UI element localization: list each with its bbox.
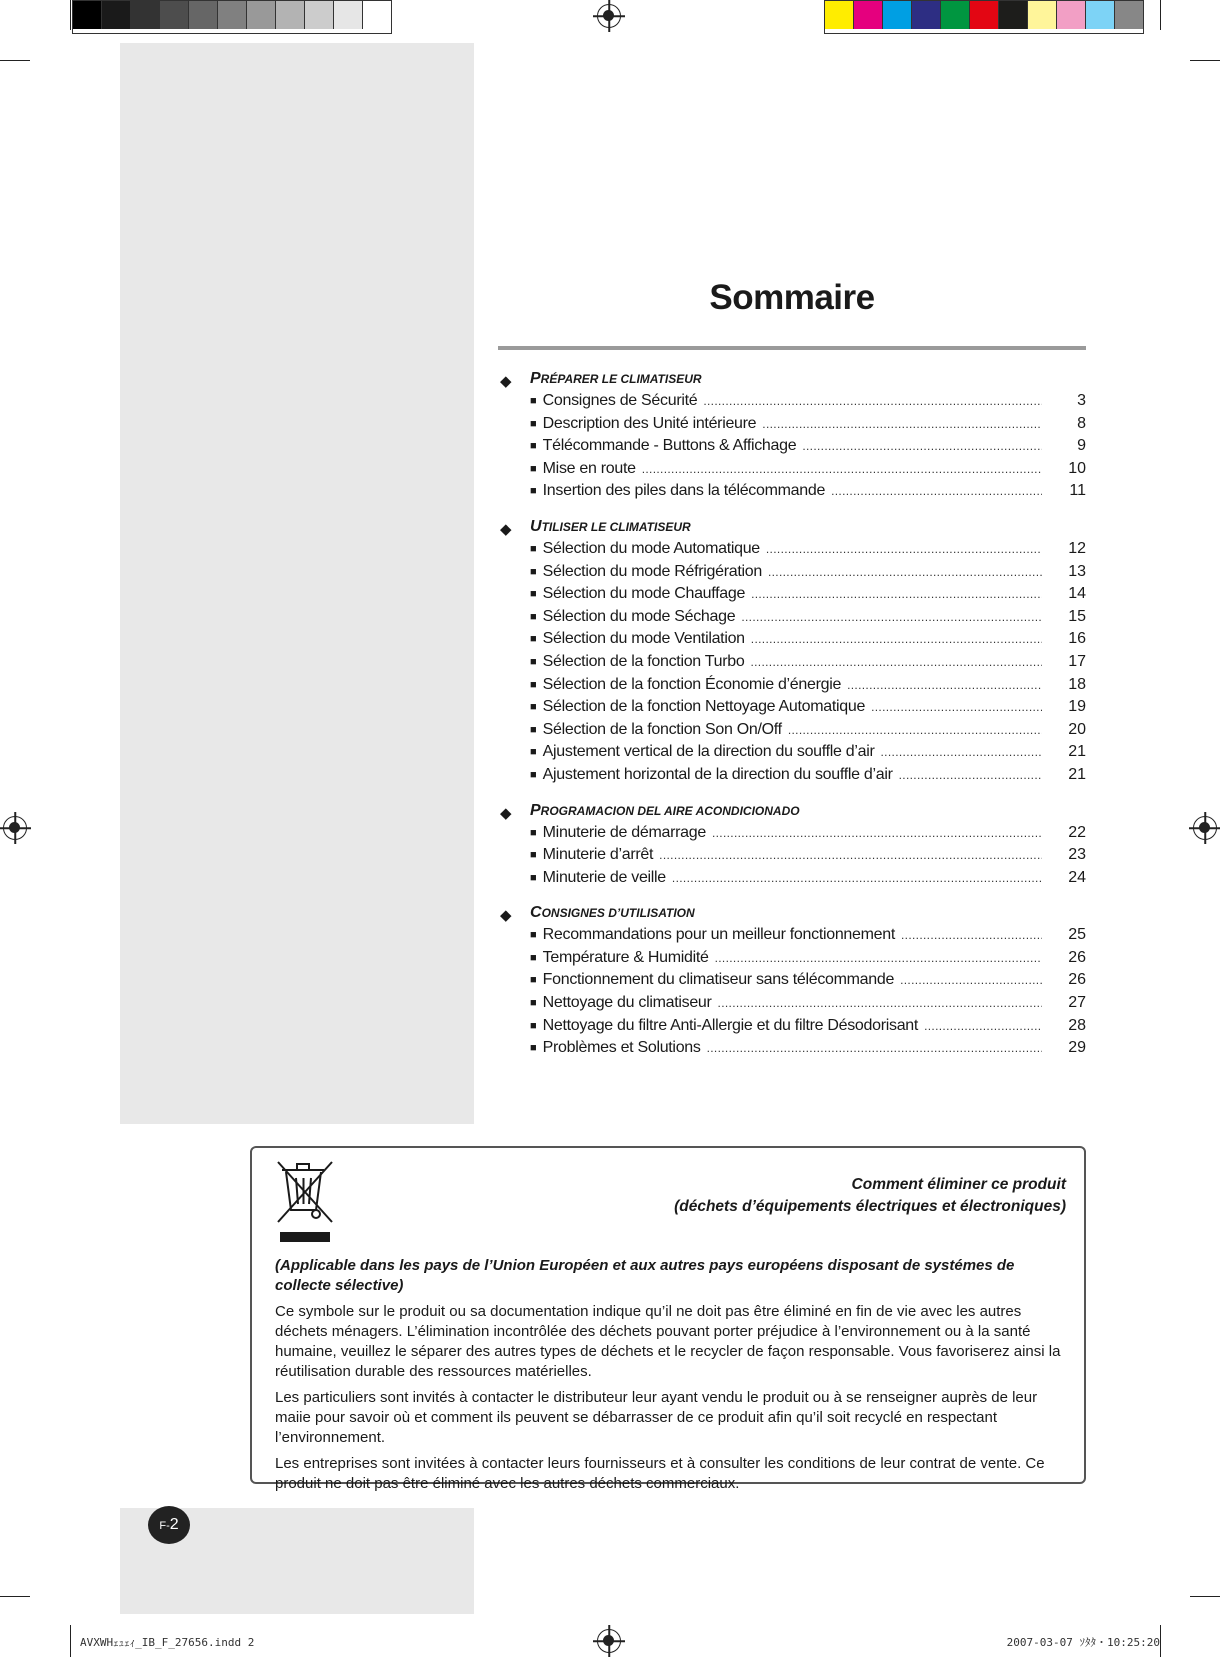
square-bullet-icon: ■: [530, 974, 537, 987]
toc-entry-label: Sélection du mode Ventilation: [542, 630, 745, 648]
square-bullet-icon: ■: [530, 588, 537, 601]
color-swatch: [883, 1, 912, 29]
toc-entry[interactable]: [498, 698, 1086, 721]
toc-entry[interactable]: [498, 1039, 1086, 1062]
dot-leader: [768, 565, 1042, 579]
toc-entry[interactable]: [498, 585, 1086, 608]
toc-section-title: TILISER LE CLIMATISEUR: [541, 519, 691, 534]
toc-entry[interactable]: [498, 392, 1086, 415]
dot-leader: [642, 462, 1042, 476]
toc-entry-page: 26: [1068, 971, 1086, 989]
dot-leader: [659, 848, 1042, 862]
toc-entry-label: Sélection de la fonction Économie d’énergie: [542, 675, 842, 693]
toc-entry-label: Sélection du mode Séchage: [542, 607, 736, 625]
file-slug: AVXWHｪｭｪｨ_IB_F_27656.indd 2: [80, 1636, 255, 1649]
toc-section-heading: [498, 802, 1086, 824]
toc-entry[interactable]: [498, 608, 1086, 631]
registration-mark-icon: [1193, 816, 1217, 840]
page-title: Sommaire: [709, 278, 875, 317]
crop-mark: [1190, 60, 1220, 61]
toc-entry-page: 27: [1068, 994, 1086, 1012]
toc-entry-page: 26: [1068, 948, 1086, 966]
toc-entry-label: Recommandations pour un meilleur fonctionnement: [542, 926, 895, 944]
toc-entry-label: Sélection de la fonction Nettoyage Automatique: [542, 698, 866, 716]
toc-entry-page: 29: [1068, 1039, 1086, 1057]
toc-section-heading: [498, 370, 1086, 392]
toc-entry[interactable]: [498, 994, 1086, 1017]
toc-entry-label: Sélection du mode Réfrigération: [542, 562, 762, 580]
toc-entry-label: Sélection du mode Chauffage: [542, 585, 746, 603]
dot-leader: [741, 610, 1042, 624]
side-panel: [120, 43, 474, 1124]
dot-leader: [715, 951, 1042, 965]
color-swatch: [970, 1, 999, 29]
dot-leader: [901, 928, 1042, 942]
toc-entry-page: 16: [1068, 630, 1086, 648]
disposal-body: [275, 1256, 1070, 1500]
toc-section-initial: C: [530, 904, 542, 922]
toc-entry[interactable]: [498, 971, 1086, 994]
dot-leader: [672, 871, 1042, 885]
toc-section: [498, 518, 1086, 789]
gray-swatch: [73, 1, 102, 29]
dot-leader: [766, 542, 1042, 556]
toc-entry[interactable]: [498, 846, 1086, 869]
registration-mark-icon: [3, 816, 27, 840]
dot-leader: [847, 678, 1042, 692]
square-bullet-icon: ■: [530, 678, 537, 691]
dot-leader: [899, 768, 1042, 782]
toc-entry-page: 20: [1068, 720, 1086, 738]
toc-entry-page: 22: [1068, 823, 1086, 841]
toc-section-title: ONSIGNES D’UTILISATION: [541, 906, 695, 921]
square-bullet-icon: ■: [530, 768, 537, 781]
gray-swatch: [131, 1, 160, 29]
square-bullet-icon: ■: [530, 951, 537, 964]
square-bullet-icon: ■: [530, 701, 537, 714]
dot-leader: [762, 417, 1042, 431]
table-of-contents: [498, 370, 1086, 1075]
gray-swatch: [334, 1, 363, 29]
dot-leader: [703, 394, 1042, 408]
square-bullet-icon: ■: [530, 871, 537, 884]
gray-swatch: [247, 1, 276, 29]
disposal-subtitle-line: (déchets d’équipements électriques et électroniques): [674, 1198, 1066, 1215]
color-swatch: [941, 1, 970, 29]
toc-section-heading: [498, 904, 1086, 926]
toc-entry-page: 13: [1068, 562, 1086, 580]
dot-leader: [881, 745, 1042, 759]
dot-leader: [707, 1041, 1042, 1055]
toc-entry-page: 24: [1068, 868, 1086, 886]
toc-entry[interactable]: [498, 437, 1086, 460]
crop-mark: [0, 60, 30, 61]
toc-section: [498, 904, 1086, 1062]
toc-section-title: ROGRAMACION DEL AIRE ACONDICIONADO: [540, 803, 800, 818]
toc-entry[interactable]: [498, 1017, 1086, 1040]
color-swatch: [912, 1, 941, 29]
crossed-out-wheelie-bin-icon: [276, 1160, 336, 1242]
disposal-paragraph: Les particuliers sont invités à contacter le distributeur leur ayant vendu le produit ou à se renseigner auprès de leur maiie pour savoir où et comment ils peuvent se débarrasser de ce produit afin qu’il soit recyclé en respectant l’environnement.: [275, 1389, 1038, 1446]
toc-section: [498, 370, 1086, 505]
dot-leader: [802, 439, 1042, 453]
gray-swatch: [305, 1, 334, 29]
toc-entry[interactable]: [498, 482, 1086, 505]
toc-entry-page: 18: [1068, 675, 1086, 693]
square-bullet-icon: ■: [530, 542, 537, 555]
toc-entry-page: 28: [1068, 1016, 1086, 1034]
gray-swatch: [363, 1, 391, 29]
process-color-bar: [824, 0, 1144, 34]
toc-entry-label: Température & Humidité: [542, 948, 709, 966]
toc-section-initial: P: [530, 370, 541, 387]
dot-leader: [750, 655, 1042, 669]
toc-entry[interactable]: [498, 630, 1086, 653]
toc-entry-label: Insertion des piles dans la télécommande: [542, 482, 826, 500]
color-swatch: [1057, 1, 1086, 29]
title-divider: [498, 346, 1086, 350]
registration-mark-icon: [597, 1629, 621, 1653]
toc-section-initial: U: [530, 517, 542, 535]
diamond-bullet-icon: ◆: [500, 373, 512, 390]
toc-entry[interactable]: [498, 540, 1086, 563]
square-bullet-icon: ■: [530, 485, 537, 498]
color-swatch: [854, 1, 883, 29]
toc-entry[interactable]: [498, 653, 1086, 676]
square-bullet-icon: ■: [530, 462, 537, 475]
toc-entry-page: 11: [1069, 482, 1086, 500]
toc-entry-page: 12: [1068, 539, 1086, 557]
toc-entry-page: 8: [1077, 414, 1086, 432]
page-number-prefix: F-: [159, 1520, 170, 1532]
toc-entry-page: 23: [1068, 846, 1086, 864]
color-swatch: [1115, 1, 1143, 29]
toc-entry-label: Consignes de Sécurité: [542, 392, 698, 409]
square-bullet-icon: ■: [530, 440, 537, 453]
disposal-title: [674, 1174, 1066, 1218]
color-swatch: [1086, 1, 1115, 29]
toc-section-initial: P: [530, 801, 541, 819]
diamond-bullet-icon: ◆: [500, 907, 512, 925]
toc-entry-page: 9: [1077, 437, 1086, 455]
diamond-bullet-icon: ◆: [500, 804, 512, 822]
crop-mark: [1160, 1625, 1161, 1657]
toc-entry[interactable]: [498, 949, 1086, 972]
square-bullet-icon: ■: [530, 746, 537, 759]
toc-entry[interactable]: [498, 766, 1086, 789]
diamond-bullet-icon: ◆: [500, 520, 512, 538]
toc-entry-page: 15: [1068, 607, 1086, 625]
grayscale-color-bar: [72, 0, 392, 34]
registration-mark-icon: [597, 4, 621, 28]
crop-mark: [70, 0, 71, 30]
toc-entry[interactable]: [498, 676, 1086, 699]
toc-entry[interactable]: [498, 415, 1086, 438]
toc-entry-label: Ajustement horizontal de la direction du souffle d’air: [542, 765, 893, 783]
toc-entry-label: Sélection de la fonction Son On/Off: [542, 720, 782, 738]
square-bullet-icon: ■: [530, 929, 537, 942]
square-bullet-icon: ■: [530, 849, 537, 862]
dot-leader: [871, 700, 1042, 714]
toc-entry[interactable]: [498, 460, 1086, 483]
toc-section: [498, 802, 1086, 892]
disposal-paragraph: Les entreprises sont invitées à contacter leurs fournisseurs et à consulter les conditions de leur contrat de vente. Ce produit ne doit pas être éliminé avec les autres déchets commerciaux.: [275, 1455, 1045, 1492]
gray-swatch: [102, 1, 131, 29]
gray-swatch: [160, 1, 189, 29]
square-bullet-icon: ■: [530, 565, 537, 578]
dot-leader: [831, 484, 1042, 498]
toc-entry-label: Fonctionnement du climatiseur sans télécommande: [542, 971, 895, 989]
square-bullet-icon: ■: [530, 395, 537, 407]
toc-entry-page: 10: [1068, 459, 1086, 477]
square-bullet-icon: ■: [530, 655, 537, 668]
square-bullet-icon: ■: [530, 997, 537, 1010]
toc-entry[interactable]: [498, 743, 1086, 766]
toc-entry[interactable]: [498, 563, 1086, 586]
square-bullet-icon: ■: [530, 826, 537, 839]
toc-section-title: RÉPARER LE CLIMATISEUR: [540, 372, 702, 386]
toc-section-heading: [498, 518, 1086, 540]
dot-leader: [751, 632, 1042, 646]
color-swatch: [1028, 1, 1057, 29]
toc-entry-page: 19: [1068, 698, 1086, 716]
page-number-badge: [148, 1506, 190, 1544]
toc-entry-label: Ajustement vertical de la direction du souffle d’air: [542, 743, 875, 761]
toc-entry-label: Minuterie de veille: [542, 868, 666, 886]
crop-mark: [0, 1596, 30, 1597]
gray-swatch: [189, 1, 218, 29]
square-bullet-icon: ■: [530, 723, 537, 736]
toc-entry[interactable]: [498, 926, 1086, 949]
toc-entry[interactable]: [498, 824, 1086, 847]
crop-mark: [70, 1625, 71, 1657]
toc-entry-page: 21: [1068, 765, 1086, 783]
square-bullet-icon: ■: [530, 1019, 537, 1032]
square-bullet-icon: ■: [530, 610, 537, 623]
square-bullet-icon: ■: [530, 417, 537, 430]
toc-entry[interactable]: [498, 721, 1086, 744]
gray-swatch: [276, 1, 305, 29]
toc-entry-page: 3: [1077, 392, 1086, 409]
crop-mark: [1190, 1596, 1220, 1597]
applicability-note: (Applicable dans les pays de l’Union Européen et aux autres pays européens disposant de systémes de collecte sélective): [275, 1257, 1015, 1294]
toc-entry-label: Nettoyage du climatiseur: [542, 994, 712, 1012]
disposal-notice: [250, 1146, 1086, 1492]
toc-entry-page: 25: [1068, 926, 1086, 944]
dot-leader: [788, 723, 1042, 737]
square-bullet-icon: ■: [530, 1042, 537, 1055]
color-swatch: [825, 1, 854, 29]
toc-entry-page: 14: [1068, 585, 1086, 603]
disposal-paragraph: Ce symbole sur le produit ou sa documentation indique qu’il ne doit pas être éliminé en fin de vie avec les autres déchets ménagers. L’élimination incontrôlée des déchets pouvant porter préjudice à l’environnement ou à la santé humaine, veuillez le séparer des autres types de déchets et le recycler de façon responsable. Vous favoriserez ainsi la réutilisation durable des ressources matérielles.: [275, 1303, 1061, 1380]
date-slug: 2007-03-07 ｿﾀﾀ・10:25:20: [1006, 1636, 1160, 1649]
toc-entry-label: Problèmes et Solutions: [542, 1039, 701, 1057]
toc-entry-label: Sélection du mode Automatique: [542, 539, 760, 557]
toc-entry-label: Mise en route: [542, 459, 636, 477]
toc-entry-label: Minuterie de démarrage: [542, 823, 706, 841]
page-number: 2: [169, 1516, 179, 1533]
toc-entry-label: Télécommande - Buttons & Affichage: [542, 437, 797, 455]
toc-entry-label: Description des Unité intérieure: [542, 414, 757, 432]
toc-entry-page: 17: [1068, 652, 1086, 670]
dot-leader: [712, 826, 1042, 840]
square-bullet-icon: ■: [530, 633, 537, 646]
toc-entry-label: Nettoyage du filtre Anti-Allergie et du filtre Désodorisant: [542, 1016, 919, 1034]
crop-mark: [1160, 0, 1161, 30]
dot-leader: [751, 587, 1042, 601]
dot-leader: [924, 1019, 1042, 1033]
dot-leader: [718, 996, 1042, 1010]
color-swatch: [999, 1, 1028, 29]
toc-entry[interactable]: [498, 869, 1086, 892]
toc-entry-label: Minuterie d’arrêt: [542, 846, 654, 864]
disposal-title-line: Comment éliminer ce produit: [851, 1176, 1066, 1193]
dot-leader: [900, 973, 1042, 987]
toc-entry-page: 21: [1068, 743, 1086, 761]
gray-swatch: [218, 1, 247, 29]
toc-entry-label: Sélection de la fonction Turbo: [542, 652, 745, 670]
